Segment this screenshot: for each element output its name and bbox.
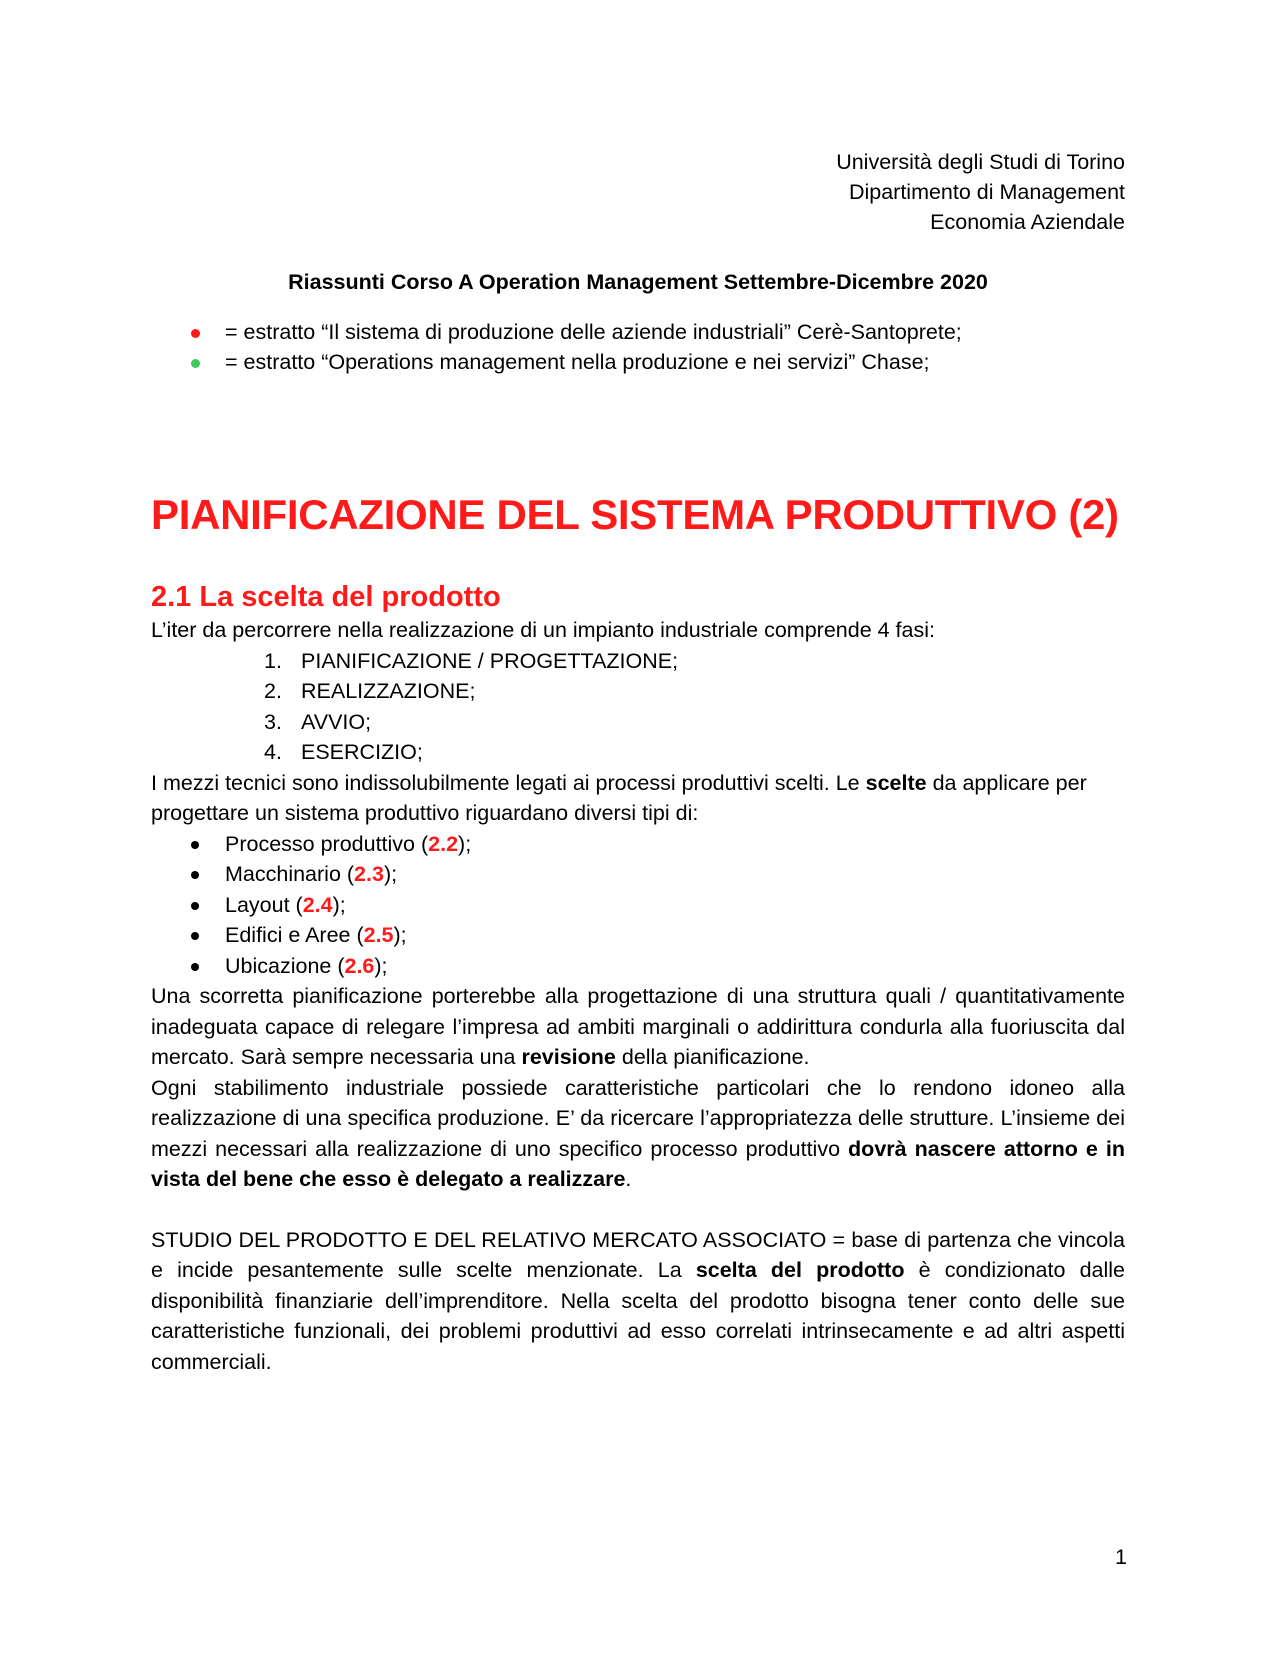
text-run: . xyxy=(625,1167,632,1191)
list-item xyxy=(151,951,1125,982)
section-reference: 2.5 xyxy=(363,923,394,947)
paragraph xyxy=(151,981,1125,1073)
list-suffix: ); xyxy=(383,862,398,886)
list-suffix: ); xyxy=(374,953,388,978)
list-item xyxy=(151,676,1125,707)
bullet-icon xyxy=(191,963,199,971)
section-intro: L’iter da percorrere nella realizzazione di un impianto industriale comprende 4 fasi: xyxy=(151,618,935,642)
green-dot-icon xyxy=(191,359,200,368)
list-text: Processo produttivo ( xyxy=(225,831,429,856)
section-reference: 2.4 xyxy=(302,892,333,917)
chapter-title: PIANIFICAZIONE DEL SISTEMA PRODUTTIVO (2) xyxy=(151,491,1119,538)
bold-text: scelta del prodotto xyxy=(695,1258,905,1282)
section-reference: 2.3 xyxy=(354,862,384,886)
department-name: Dipartimento di Management xyxy=(848,180,1125,204)
list-item xyxy=(151,707,1125,738)
course-of-study: Economia Aziendale xyxy=(930,210,1125,234)
list-item xyxy=(151,890,1125,921)
blank-line xyxy=(151,1195,1125,1225)
list-item xyxy=(151,737,1125,768)
paragraph xyxy=(151,1073,1125,1195)
list-text: Ubicazione ( xyxy=(225,953,345,978)
phases-list xyxy=(151,646,1125,768)
source-legend xyxy=(151,317,1125,377)
list-item xyxy=(151,829,1125,860)
paragraph xyxy=(151,1225,1125,1378)
bullet-icon xyxy=(191,932,199,940)
list-item xyxy=(151,859,1125,890)
list-number: 2. xyxy=(264,679,282,703)
list-text: Edifici e Aree ( xyxy=(225,923,364,947)
legend-item-red xyxy=(151,317,1125,347)
text-run: I mezzi tecnici sono indissolubilmente legati ai processi produttivi scelti. Le xyxy=(151,770,866,795)
bold-text: dovrà nascere attorno e in vista del bene che esso è delegato a realizzare xyxy=(151,1136,1125,1191)
list-text: AVVIO; xyxy=(301,709,372,734)
text-run: Ogni stabilimento industriale possiede caratteristiche particolari che lo rendono idoneo alla realizzazione di una specifica produzione. E’ da ricercare l’appropriatezza delle strutture. L’insieme dei mezzi necessari alla realizzazione di uno specifico processo produttivo xyxy=(151,1075,1125,1161)
list-number: 1. xyxy=(264,648,282,673)
list-suffix: ); xyxy=(393,923,407,947)
legend-item-green xyxy=(151,347,1125,377)
section-reference: 2.6 xyxy=(344,953,375,978)
page-number: 1 xyxy=(1115,1545,1127,1569)
bullet-icon xyxy=(191,871,199,879)
section-reference: 2.2 xyxy=(428,831,459,856)
university-name: Università degli Studi di Torino xyxy=(836,150,1125,174)
list-item xyxy=(151,920,1125,951)
red-dot-icon xyxy=(191,329,200,338)
bold-text: revisione xyxy=(521,1045,616,1069)
legend-text: = estratto “Il sistema di produzione delle aziende industriali” Cerè-Santoprete; xyxy=(225,320,962,344)
list-suffix: ); xyxy=(332,892,346,917)
text-run: della pianificazione. xyxy=(615,1045,810,1069)
list-number: 4. xyxy=(264,740,282,764)
bullet-icon xyxy=(191,841,199,849)
text-run: da applicare per progettare un sistema produttivo riguardano diversi tipi di: xyxy=(151,770,1087,825)
bullet-icon xyxy=(191,902,199,910)
text-run: STUDIO DEL PRODOTTO E DEL RELATIVO MERCATO ASSOCIATO = base di partenza che vincola e incide pesantemente sulle scelte menzionate. La xyxy=(151,1227,1125,1282)
choices-list xyxy=(151,829,1125,982)
paragraph xyxy=(151,768,1125,829)
list-text: PIANIFICAZIONE / PROGETTAZIONE; xyxy=(301,648,679,673)
list-item xyxy=(151,646,1125,677)
section-title: 2.1 La scelta del prodotto xyxy=(151,581,501,613)
list-suffix: ); xyxy=(458,831,472,856)
list-text: ESERCIZIO; xyxy=(301,740,423,764)
list-text: REALIZZAZIONE; xyxy=(301,679,476,703)
institution-header xyxy=(151,147,1125,237)
list-number: 3. xyxy=(264,709,282,734)
page-content xyxy=(151,147,1125,1377)
text-run: Una scorretta pianificazione porterebbe alla progettazione di una struttura quali / quantitativamente inadeguata capace di relegare l’impresa ad ambiti marginali o addirittura condurla alla fuoriuscita dal mercato. Sarà sempre necessaria una xyxy=(151,984,1125,1069)
bold-text: scelte xyxy=(865,770,927,795)
text-run: è condizionato dalle disponibilità finanziarie dell’imprenditore. Nella scelta del prodotto bisogna tener conto delle sue caratteristiche funzionali, dei problemi produttivi ad esso correlati intrinsecamente e ad altri aspetti commerciali. xyxy=(151,1258,1126,1374)
legend-text: = estratto “Operations management nella produzione e nei servizi” Chase; xyxy=(225,350,930,374)
document-title: Riassunti Corso A Operation Management Settembre-Dicembre 2020 xyxy=(288,270,988,294)
list-text: Layout ( xyxy=(225,892,303,917)
list-text: Macchinario ( xyxy=(225,862,355,886)
